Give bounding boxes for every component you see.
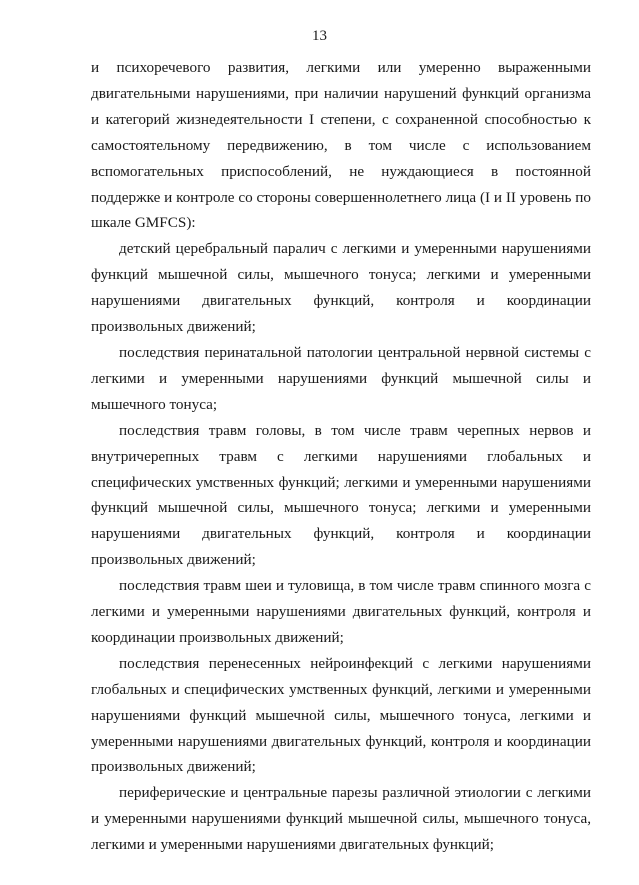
paragraph-perinatal-pathology: последствия перинатальной патологии центральной нервной системы с легкими и умеренными нарушениями функций мышечной силы и мышечного тонуса; (91, 343, 591, 413)
paragraph-continuation: и психоречевого развития, легкими или умеренно выраженными двигательными нарушениями, при наличии нарушений функций организма и категорий жизнедеятельности I степени, с сохраненной способностью к самостоятельному передвижению, в том числе с использованием вспомогательных приспособлений, не нуждающиеся в постоянной поддержке и контроле со стороны совершеннолетнего лица (I и II уровень по шкале GMFCS): (91, 59, 591, 232)
page-number: 13 (312, 28, 327, 44)
paragraph-neck-trunk-trauma: последствия травм шеи и туловища, в том числе травм спинного мозга с легкими и умеренными нарушениями двигательных функций, контроля и координации произвольных движений; (91, 577, 591, 646)
document-body (91, 55, 591, 858)
paragraph-paresis: периферические и центральные парезы различной этиологии с легкими и умеренными нарушениями функций мышечной силы, мышечного тонуса, легкими и умеренными нарушениями двигательных функций; (91, 784, 591, 854)
paragraph-head-trauma: последствия травм головы, в том числе травм черепных нервов и внутричерепных травм с легкими нарушениями глобальных и специфических умственных функций; легкими и умеренными нарушениями функций мышечной силы, мышечного тонуса; легкими и умеренными нарушениями двигательных функций, контроля и координации произвольных движений; (91, 421, 591, 569)
paragraph-neuroinfections: последствия перенесенных нейроинфекций с легкими нарушениями глобальных и специфических умственных функций, легкими и умеренными нарушениями функций мышечной силы, мышечного тонуса, легкими и умеренными нарушениями двигательных функций, контроля и координации произвольных движений; (91, 654, 591, 776)
paragraph-cerebral-palsy: детский церебральный паралич с легкими и умеренными нарушениями функций мышечной силы, мышечного тонуса; легкими и умеренными нарушениями двигательных функций, контроля и координации произвольных движений; (91, 240, 591, 336)
